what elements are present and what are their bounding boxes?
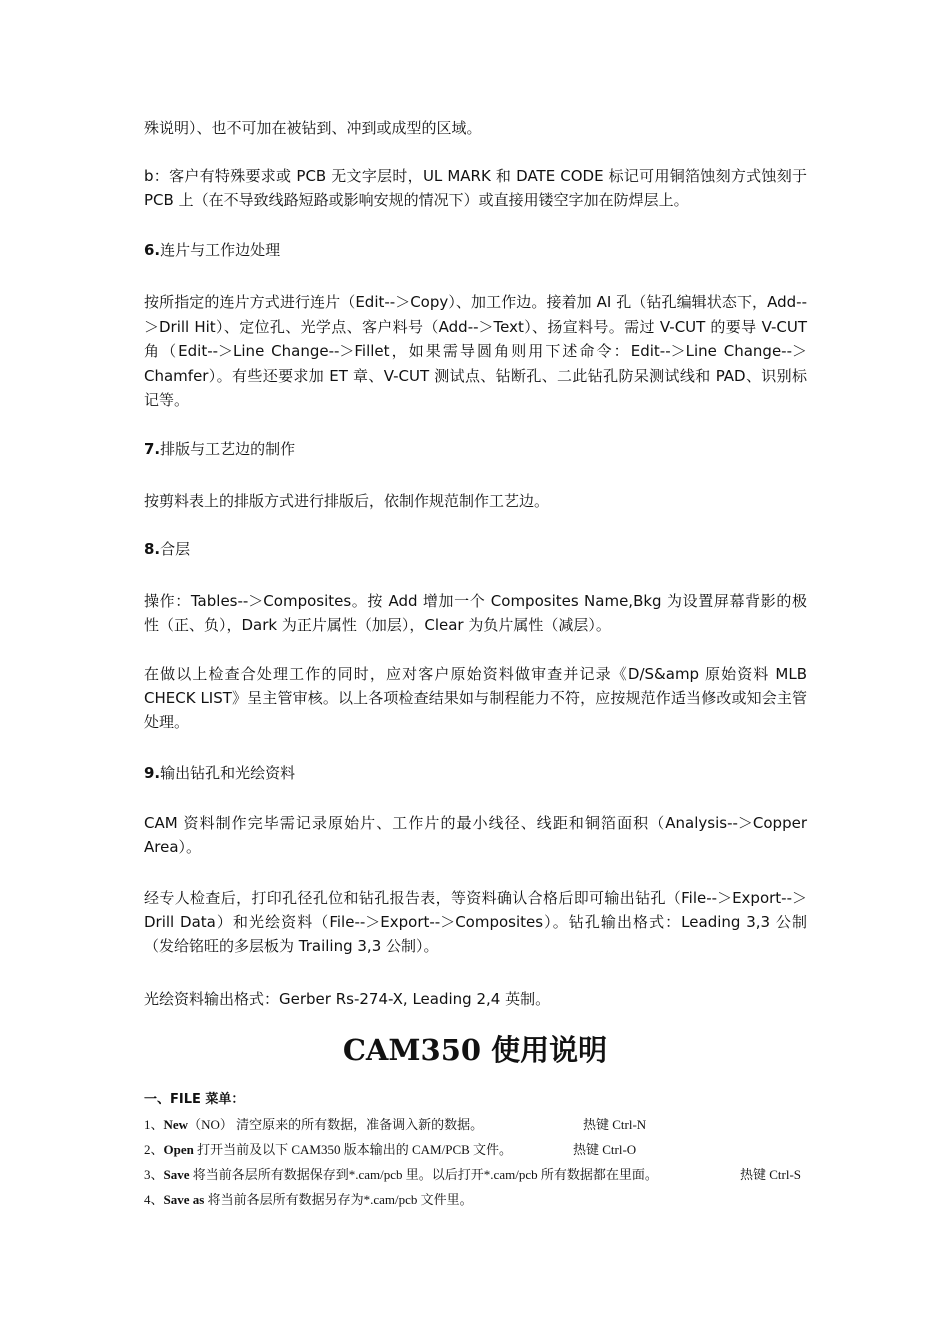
menu-item-number: 2、 bbox=[144, 1142, 164, 1157]
menu-item-new bbox=[144, 1115, 807, 1135]
menu-item-command: New bbox=[163, 1117, 189, 1132]
file-menu-heading: 一、FILE 菜单： bbox=[144, 1092, 245, 1107]
paragraph-drill-output: 经专人检查后，打印孔径孔位和钻孔报告表，等资料确认合格后即可输出钻孔（File--＞Export--＞Drill Data）和光绘资料（File--＞Export--＞Composites）。钻孔输出格式：Leading 3,3 公制（发给铭旺的多层板为 Trailing 3,3 公制）。 bbox=[144, 889, 807, 955]
menu-item-description: 将当前各层所有数据保存到*.cam/pcb 里。以后打开*.cam/pcb 所有数据都在里面。 bbox=[189, 1167, 658, 1182]
menu-item-number: 4、 bbox=[144, 1192, 164, 1207]
paragraph-continuation: 殊说明）、也不可加在被钻到、冲到或成型的区域。 bbox=[144, 119, 482, 137]
document-title: CAM350 使用说明 bbox=[342, 1033, 608, 1067]
menu-item-hotkey: 热键 Ctrl-S bbox=[740, 1167, 802, 1182]
paragraph-gerber-format: 光绘资料输出格式：Gerber Rs-274-X, Leading 2,4 英制。 bbox=[144, 990, 551, 1008]
menu-item-save bbox=[144, 1165, 807, 1185]
section-8-title: 合层 bbox=[160, 540, 191, 558]
menu-item-open bbox=[144, 1140, 807, 1160]
section-6-heading bbox=[144, 238, 280, 262]
section-9-heading bbox=[144, 761, 295, 785]
menu-item-number: 1、 bbox=[144, 1117, 164, 1132]
paragraph-ul-mark: b：客户有特殊要求或 PCB 无文字层时，UL MARK 和 DATE CODE 标记可用铜箔蚀刻方式蚀刻于 PCB 上（在不导致线路短路或影响安规的情况下）或直接用镂空字加在防焊层上。 bbox=[144, 167, 807, 209]
menu-item-command: Open bbox=[163, 1142, 194, 1157]
menu-item-description: 打开当前及以下 CAM350 版本输出的 CAM/PCB 文件。 bbox=[193, 1142, 513, 1157]
section-9-title: 输出钻孔和光绘资料 bbox=[160, 764, 296, 782]
section-8-number: 8. bbox=[144, 540, 161, 558]
section-7-title: 排版与工艺边的制作 bbox=[160, 440, 296, 458]
paragraph-copper-area: CAM 资料制作完毕需记录原始片、工作片的最小线径、线距和铜箔面积（Analysis--＞Copper Area）。 bbox=[144, 814, 807, 856]
paragraph-composites: 操作：Tables--＞Composites。按 Add 增加一个 Composites Name,Bkg 为设置屏幕背影的极性（正、负），Dark 为正片属性（加层），Clear 为负片属性（减层）。 bbox=[144, 592, 807, 634]
section-7-heading bbox=[144, 437, 295, 461]
paragraph-panelization: 按所指定的连片方式进行连片（Edit--＞Copy）、加工作边。接着加 AI 孔（钻孔编辑状态下，Add--＞Drill Hit）、定位孔、光学点、客户料号（Add--＞Text）、扬宣料号。需过 V-CUT 的要导 V-CUT 角（Edit--＞Line Change--＞Fillet，如果需导圆角则用下述命令：Edit--＞Line Change--＞Chamfer）。有些还要求加 ET 章、V-CUT 测试点、钻断孔、二此钻孔防呆测试线和 PAD、识别标记等。 bbox=[144, 293, 807, 409]
menu-item-hotkey: 热键 Ctrl-N bbox=[583, 1117, 647, 1132]
paragraph-checklist: 在做以上检查合处理工作的同时，应对客户原始资料做审查并记录《D/S&amp 原始资料 MLB CHECK LIST》呈主管审核。以上各项检查结果如与制程能力不符，应按规范作适当修改或知会主管处理。 bbox=[144, 665, 807, 731]
menu-item-description: （NO） 清空原来的所有数据，准备调入新的数据。 bbox=[188, 1117, 484, 1132]
menu-item-command: Save as bbox=[163, 1192, 205, 1207]
section-7-number: 7. bbox=[144, 440, 161, 458]
menu-item-save-as bbox=[144, 1190, 807, 1210]
menu-item-command: Save bbox=[163, 1167, 190, 1182]
section-8-heading bbox=[144, 537, 190, 561]
menu-item-hotkey: 热键 Ctrl-O bbox=[573, 1142, 637, 1157]
menu-item-number: 3、 bbox=[144, 1167, 164, 1182]
section-9-number: 9. bbox=[144, 764, 161, 782]
section-6-title: 连片与工作边处理 bbox=[160, 241, 281, 259]
paragraph-layout: 按剪料表上的排版方式进行排版后，依制作规范制作工艺边。 bbox=[144, 492, 550, 510]
section-6-number: 6. bbox=[144, 241, 161, 259]
menu-item-description: 将当前各层所有数据另存为*.cam/pcb 文件里。 bbox=[204, 1192, 473, 1207]
